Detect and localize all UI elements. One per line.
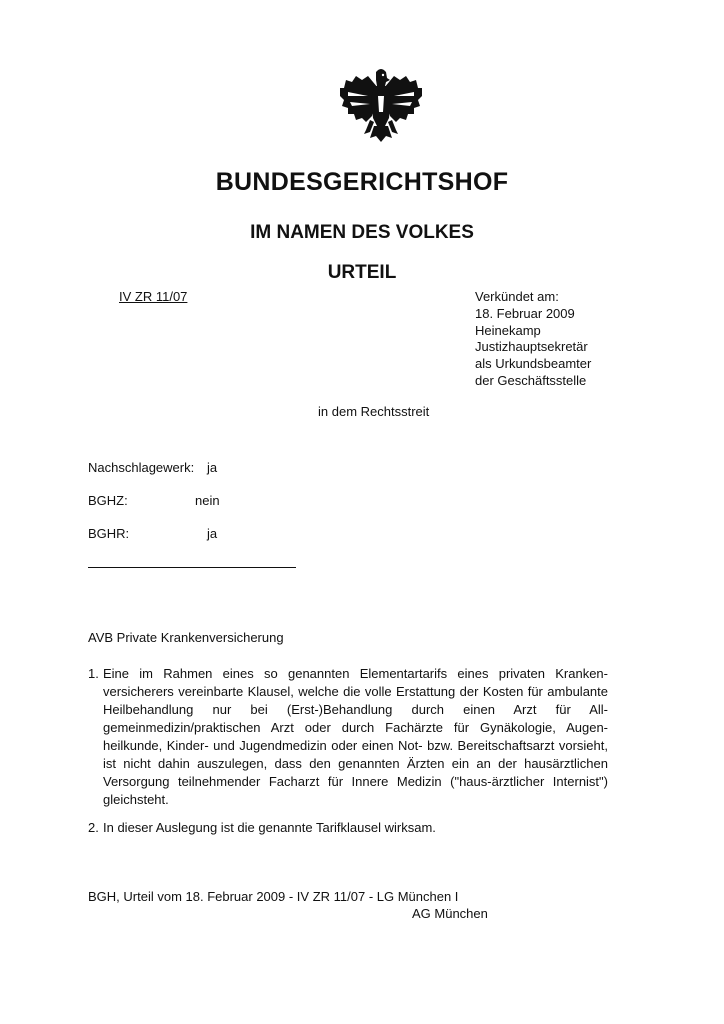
case-number: IV ZR 11/07 xyxy=(119,289,188,304)
announcement-line: der Geschäftsstelle xyxy=(475,372,587,388)
announcement-line: Justizhauptsekretär xyxy=(475,339,588,355)
announcement-line: Heinekamp xyxy=(475,322,541,338)
item-number: 1. xyxy=(88,666,99,681)
meta-value: nein xyxy=(195,493,220,508)
meta-label: BGHZ: xyxy=(88,493,128,508)
guiding-principles-list xyxy=(88,665,608,847)
item-text: In dieser Auslegung ist die genannte Tarifklausel wirksam. xyxy=(103,820,436,835)
list-item xyxy=(88,819,608,837)
document-type: URTEIL xyxy=(327,262,397,283)
announcement-line: Verkündet am: xyxy=(475,289,559,304)
in-dispute-text: in dem Rechtsstreit xyxy=(318,404,430,419)
item-text: Eine im Rahmen eines so genannten Elementartarifs eines privaten Kranken-versicherers vereinbarte Klausel, welche die volle Erstattung der Kosten für ambulante Heilbehandlung nur bei (Erst-)Behandlung durch einen Arzt für All-gemeinmedizin/praktischen Arzt oder durch Fachärzte für Gynäkologie, Augen-heilkunde, Kinder- und Jugendmedizin oder einen Not- bzw. Bereitschaftsarzt vorsieht, ist nicht dahin auszulegen, dass den genannten Ärzten ein an der hausärztlichen Versorgung teilnehmender Facharzt für Innere Medizin ("haus-ärztlicher Internist") gleichsteht. xyxy=(103,666,608,807)
list-item xyxy=(88,665,608,809)
meta-label: Nachschlagewerk: xyxy=(88,460,195,475)
announcement-line: 18. Februar 2009 xyxy=(475,305,575,321)
meta-value: ja xyxy=(207,526,218,541)
court-name: BUNDESGERICHTSHOF xyxy=(215,168,509,196)
meta-value: ja xyxy=(207,460,218,475)
citation-line-court: AG München xyxy=(412,906,488,921)
citation-line: BGH, Urteil vom 18. Februar 2009 - IV ZR 11/07 - LG München I xyxy=(88,889,459,904)
meta-label: BGHR: xyxy=(88,526,130,541)
announcement-line: als Urkundsbeamter xyxy=(475,356,592,372)
subject-heading: AVB Private Krankenversicherung xyxy=(88,630,284,645)
divider-line xyxy=(88,567,296,568)
in-the-name-heading: IM NAMEN DES VOLKES xyxy=(250,222,474,243)
item-number: 2. xyxy=(88,820,99,835)
announcement-block xyxy=(475,289,591,390)
federal-eagle-icon xyxy=(338,66,424,146)
